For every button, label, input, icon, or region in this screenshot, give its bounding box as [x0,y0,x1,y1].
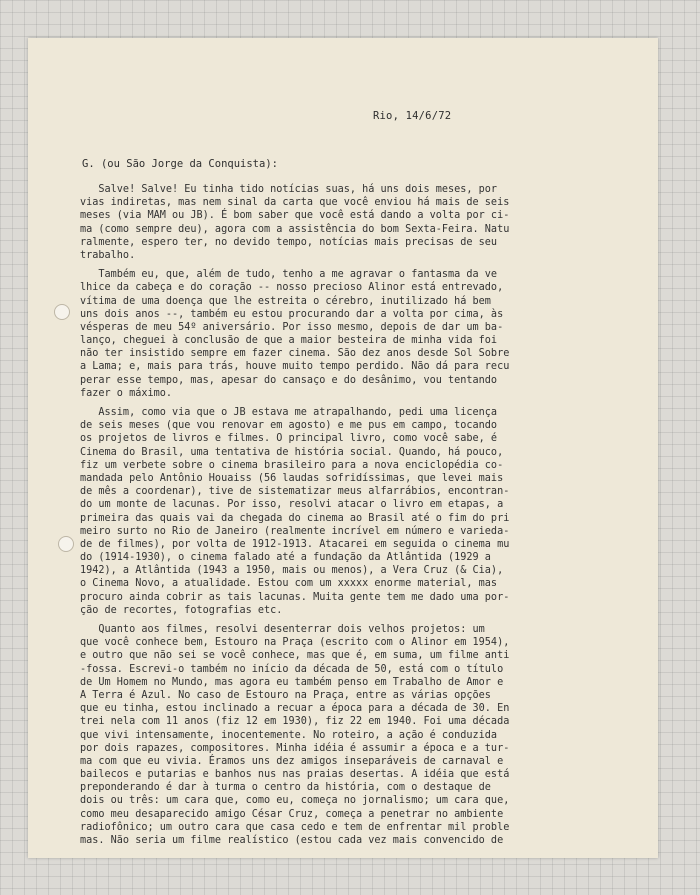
letter-line: ma com que eu vivia. Éramos uns dez amigos inseparáveis de carnaval e [80,755,504,767]
letter-paragraph [80,183,658,262]
letter-line: por dois rapazes, compositores. Minha idéia é assumir a época e a tur- [80,742,510,754]
letter-line: não ter insistido sempre em fazer cinema. São dez anos desde Sol Sobre [80,348,510,360]
letter-line: radiofônico; um outro cara que casa cedo e tem de enfrentar mil proble [80,821,510,833]
letter-paragraph [80,623,658,847]
letter-line: vítima de uma doença que lhe estreita o cérebro, inutilizado há bem [80,295,491,307]
letter-line: e outro que não sei se você conhece, mas que é, em suma, um filme anti [80,650,510,662]
letter-line: mandada pelo Antônio Houaiss (56 laudas sofridíssimas, que levei mais [80,472,504,484]
letter-line: Salve! Salve! Eu tinha tido notícias suas, há uns dois meses, por [80,184,498,195]
letter-line: de seis meses (que vou renovar em agosto) e me pus em campo, tocando [80,420,498,432]
letter-line: 1942), a Atlântida (1943 a 1950, mais ou menos), a Vera Cruz (& Cia), [80,565,504,577]
punch-hole-bottom [58,536,74,552]
letter-line: A Terra é Azul. No caso de Estouro na Praça, entre as várias opções [80,689,491,701]
letter-line: procuro ainda cobrir as tais lacunas. Muita gente tem me dado uma por- [80,591,510,603]
letter-line: bailecos e putarias e banhos nus nas praias desertas. A idéia que está [80,769,510,781]
letter-line: de Um Homem no Mundo, mas agora eu também penso em Trabalho de Amor e [80,676,504,688]
letter-line: vias indiretas, mas nem sinal da carta que você enviou há mais de seis [80,197,510,209]
letter-line: vésperas de meu 54º aniversário. Por isso mesmo, depois de dar um ba- [80,321,504,333]
letter-line: como meu desaparecido amigo César Cruz, começa a penetrar no ambiente [80,808,504,820]
letter-body [80,183,658,847]
letter-line: trei nela com 11 anos (fiz 12 em 1930), fiz 22 em 1940. Foi uma década [80,716,510,728]
letter-line: Assim, como via que o JB estava me atrapalhando, pedi uma licença [80,407,498,418]
letter-line: o Cinema Novo, a atualidade. Estou com um xxxxx enorme material, mas [80,578,498,590]
letter-line: de de filmes), por volta de 1912-1913. Atacarei em seguida o cinema mu [80,538,510,550]
letter-paragraph [80,406,658,617]
letter-line: trabalho. [80,249,136,261]
letter-line: ma (como sempre deu), agora com a assistência do bom Sexta-Feira. Natu [80,223,510,235]
letter-line: ção de recortes, fotografias etc. [80,604,283,616]
letter-line: perar esse tempo, mas, apesar do cansaço e do desânimo, vou tentando [80,374,498,386]
letter-line: mas. Não seria um filme realístico (estou cada vez mais convencido de [80,835,504,846]
letter-line: de mês a coordenar), tive de sistematizar meus alfarrábios, encontran- [80,486,510,498]
letter-line: que vivi intensamente, inocentemente. No roteiro, a ação é conduzida [80,729,498,741]
letter-line: fiz um verbete sobre o cinema brasileiro para a nova enciclopédia co- [80,459,504,471]
letter-line: a Lama; e, mais para trás, houve muito tempo perdido. Não dá para recu [80,361,510,373]
letter-line: primeira das quais vai da chegada do cinema ao Brasil até o fim do pri [80,512,510,524]
letter-line: Cinema do Brasil, uma tentativa de história social. Quando, há pouco, [80,446,504,458]
letter-line: preponderando é dar à turma o centro da história, com o destaque de [80,782,491,794]
letter-line: Quanto aos filmes, resolvi desenterrar dois velhos projetos: um [80,624,485,635]
letter-line: do um monte de lacunas. Por isso, resolvi atacar o livro em etapas, a [80,499,504,511]
letter-line: Também eu, que, além de tudo, tenho a me agravar o fantasma da ve [80,269,498,281]
letter-line: dois ou três: um cara que, como eu, começa no jornalismo; um cara que, [80,795,510,807]
letter-line: meses (via MAM ou JB). É bom saber que você está dando a volta por ci- [80,210,510,222]
letter-line: meiro surto no Rio de Janeiro (realmente incrível em número e varieda- [80,525,510,537]
typewritten-letter-sheet [28,38,658,858]
letter-line: lhice da cabeça e do coração -- nosso precioso Alinor está entrevado, [80,282,504,294]
letter-line: lanço, cheguei à conclusão de que a maior besteira de minha vida foi [80,335,498,347]
letter-line: -fossa. Escrevi-o também no início da década de 50, está com o título [80,663,504,675]
letter-line: uns dois anos --, também eu estou procurando dar a volta por cima, às [80,308,504,320]
letter-date: Rio, 14/6/72 [373,110,452,122]
letter-line: que você conhece bem, Estouro na Praça (escrito com o Alinor em 1954), [80,637,510,649]
letter-line: ralmente, espero ter, no devido tempo, notícias mais precisas de seu [80,236,498,248]
letter-line: fazer o máximo. [80,387,173,399]
letter-line: os projetos de livros e filmes. O principal livro, como você sabe, é [80,433,498,445]
letter-paragraph [80,268,658,400]
letter-salutation: G. (ou São Jorge da Conquista): [82,158,278,170]
punch-hole-top [54,304,70,320]
letter-line: que eu tinha, estou inclinado a recuar a época para a década de 30. En [80,703,510,715]
letter-line: do (1914-1930), o cinema falado até a fundação da Atlântida (1929 a [80,552,491,564]
